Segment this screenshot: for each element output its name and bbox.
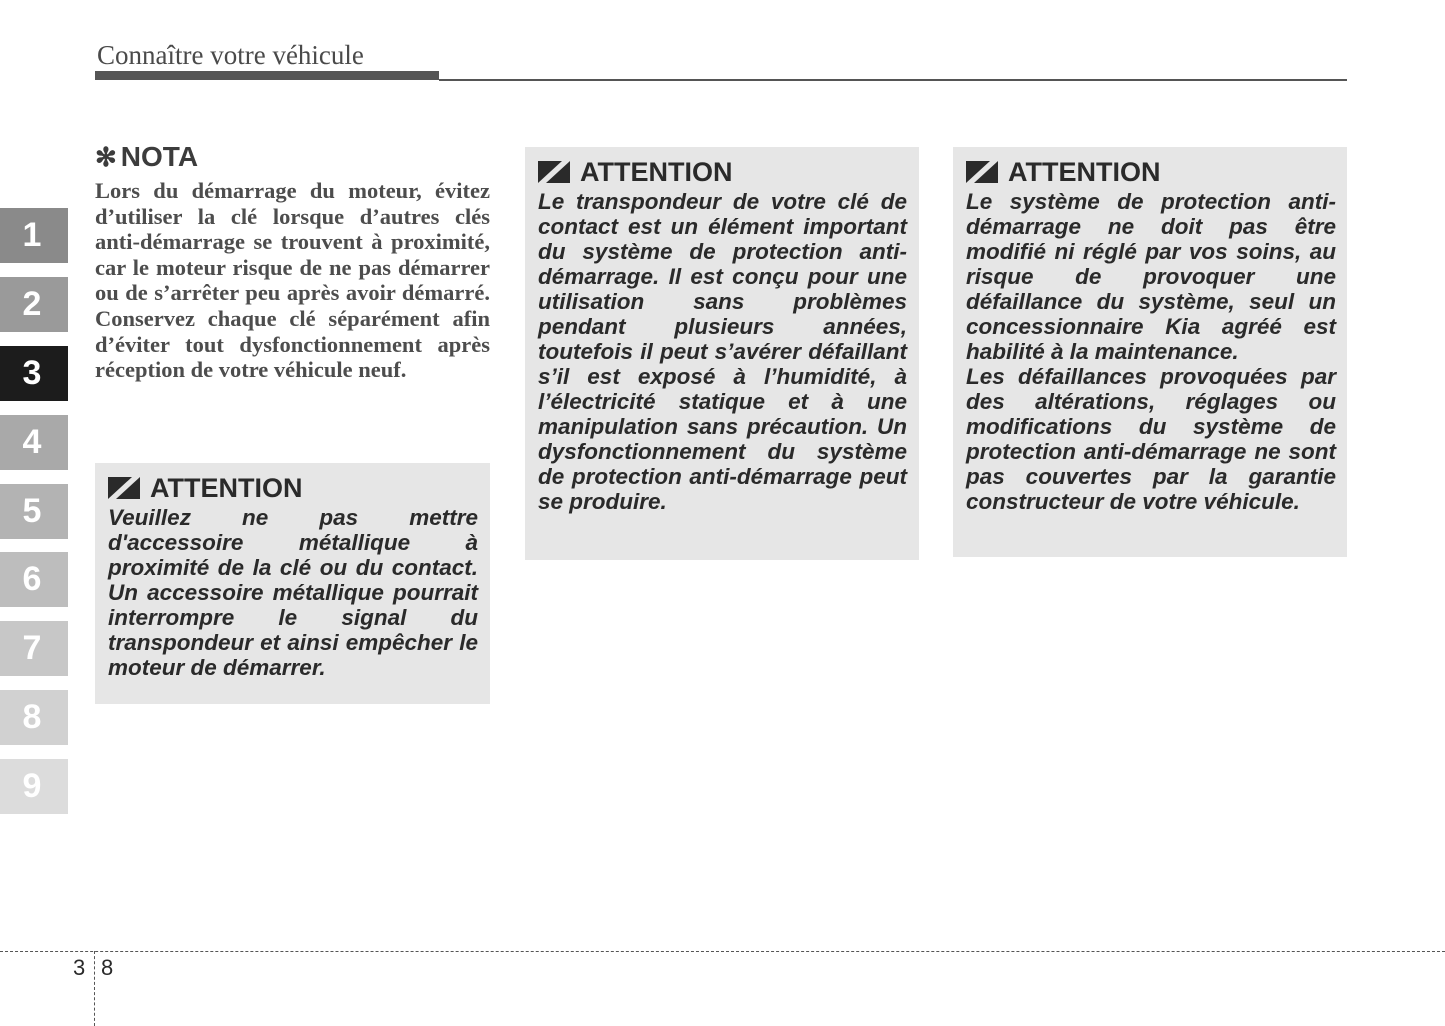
chapter-tab-8[interactable] [0,690,68,745]
attention-title: ATTENTION [580,157,733,187]
chapter-tab-5[interactable] [0,484,68,539]
chapter-tab-label: 2 [22,285,42,323]
asterisk-icon: ✻ [95,142,117,172]
chapter-tab-2[interactable] [0,277,68,332]
attention-title: ATTENTION [150,473,303,503]
attention-body [966,189,1336,514]
warning-stripe-icon [538,161,570,183]
attention-heading [108,473,478,503]
attention-box-right [953,147,1347,557]
attention-text-2: Les défaillances provoquées par des altérations, réglages ou modifications du système de protection anti-démarrage ne sont pas couvertes par la garantie constructeur de votre véhicule. [966,364,1336,514]
chapter-tab-label: 3 [22,354,42,392]
chapter-tab-9[interactable] [0,759,68,814]
attention-heading [966,157,1336,187]
header-rule [439,79,1347,81]
footer-page-number: 8 [101,955,114,980]
nota-title: NOTA [120,141,199,172]
footer-dashed-divider [94,951,95,1026]
attention-body [108,505,478,680]
chapter-tab-label: 4 [22,423,42,461]
attention-heading [538,157,907,187]
chapter-tab-label: 9 [22,767,42,805]
warning-stripe-icon [108,477,140,499]
chapter-tab-label: 1 [22,216,42,254]
chapter-tab-label: 7 [22,629,42,667]
chapter-tab-3[interactable] [0,346,68,401]
chapter-tab-label: 6 [22,560,42,598]
attention-box-middle [525,147,919,560]
page-header-title: Connaître votre véhicule [97,40,364,70]
header-accent-bar [95,71,439,80]
attention-title: ATTENTION [1008,157,1161,187]
attention-text-1: Le système de protection anti-démarrage ne doit pas être modifié ni réglé par vos soins, au risque de provoquer une défaillance du système, seul un concessionnaire Kia agréé est habilité à la maintenance. [966,189,1336,364]
chapter-tab-label: 5 [22,492,42,530]
nota-body: Lors du démarrage du moteur, évitez d’utiliser la clé lorsque d’autres clés anti-démarrage se trouvent à proximité, car le moteur risque de ne pas démarrer ou de s’arrêter peu après avoir démarré. Conservez chaque clé séparément afin d’éviter tout dysfonctionnement après réception de votre véhicule neuf. [95,178,490,383]
nota-section [95,142,490,383]
attention-text: Le transpondeur de votre clé de contact est un élément important du système de protection anti-démarrage. Il est conçu pour une utilisation sans problèmes pendant plusieurs années, toutefois il peut s’avérer défaillant s’il est exposé à l’humidité, à l’électricité statique et à une manipulation sans précaution. Un dysfonctionnement du système de protection anti-démarrage peut se produire. [538,189,907,514]
attention-text: Veuillez ne pas mettre d'accessoire métallique à proximité de la clé ou du contact. Un accessoire métallique pourrait interrompre le signal du transpondeur et ainsi empêcher le moteur de démarrer. [108,505,478,680]
footer-dashed-rule [0,951,1445,952]
warning-stripe-icon [966,161,998,183]
chapter-tab-4[interactable] [0,415,68,470]
chapter-tab-label: 8 [22,698,42,736]
attention-box-left [95,463,490,704]
nota-heading [95,142,490,172]
footer-chapter-number: 3 [73,955,86,980]
chapter-tab-7[interactable] [0,621,68,676]
chapter-tab-6[interactable] [0,552,68,607]
chapter-tab-1[interactable] [0,208,68,263]
attention-body [538,189,907,514]
